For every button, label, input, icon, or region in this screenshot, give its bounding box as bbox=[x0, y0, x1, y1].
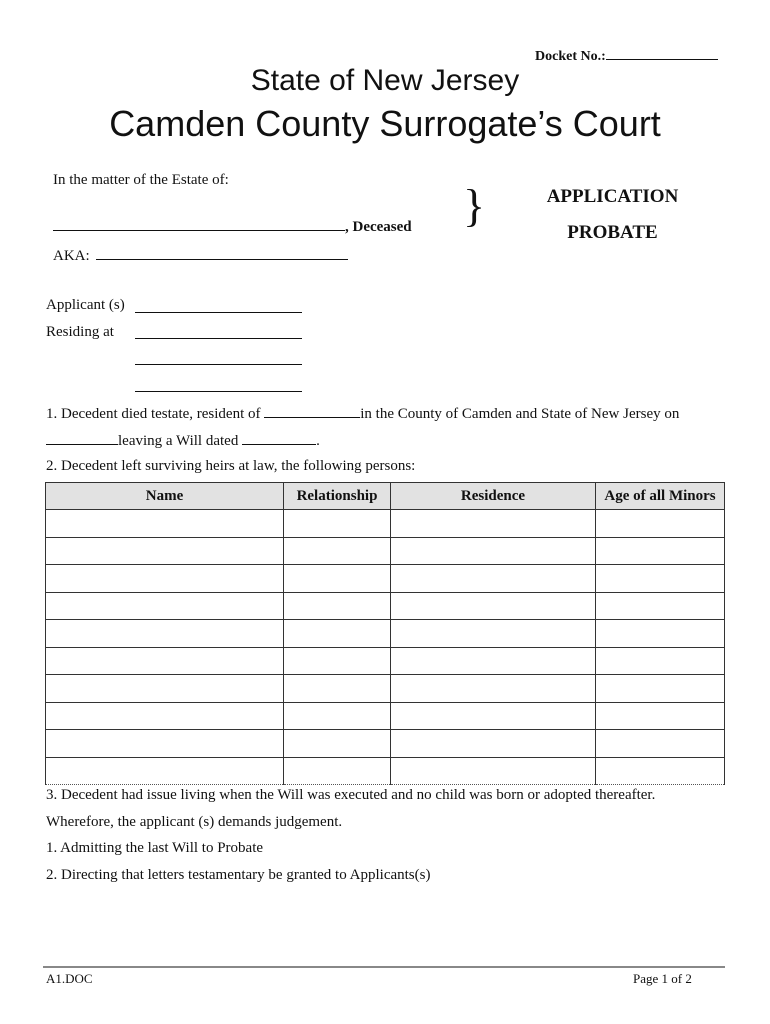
estate-matter-label: In the matter of the Estate of: bbox=[53, 172, 229, 188]
heir-relationship-cell[interactable] bbox=[284, 592, 391, 620]
aka-label: AKA: bbox=[53, 248, 90, 264]
heir-name-cell[interactable] bbox=[46, 537, 284, 565]
applicant-field[interactable] bbox=[135, 312, 302, 313]
paragraph-1-text-a: 1. Decedent died testate, resident of bbox=[46, 406, 265, 422]
heir-age-of-minors-cell[interactable] bbox=[596, 510, 725, 538]
docket-label: Docket No.: bbox=[535, 49, 606, 64]
brace-glyph: } bbox=[463, 180, 486, 231]
heir-age-of-minors-cell[interactable] bbox=[596, 537, 725, 565]
heir-age-of-minors-cell[interactable] bbox=[596, 620, 725, 648]
table-row bbox=[46, 647, 725, 675]
table-row bbox=[46, 620, 725, 648]
request-item-1: 1. Admitting the last Will to Probate bbox=[46, 840, 264, 856]
table-row bbox=[46, 730, 725, 758]
heir-residence-cell[interactable] bbox=[391, 757, 596, 785]
applicant-label: Applicant (s) bbox=[46, 297, 125, 313]
heir-residence-cell[interactable] bbox=[391, 537, 596, 565]
table-row bbox=[46, 592, 725, 620]
heirs-table bbox=[45, 482, 725, 785]
heir-relationship-cell[interactable] bbox=[284, 675, 391, 703]
footer-divider bbox=[43, 966, 725, 968]
application-subtitle: PROBATE bbox=[567, 222, 658, 243]
heir-residence-cell[interactable] bbox=[391, 620, 596, 648]
paragraph-1-line-2 bbox=[46, 431, 320, 450]
heir-relationship-cell[interactable] bbox=[284, 510, 391, 538]
residing-label: Residing at bbox=[46, 324, 114, 340]
aka-row bbox=[53, 245, 348, 265]
application-title: APPLICATION bbox=[546, 186, 679, 207]
heir-age-of-minors-cell[interactable] bbox=[596, 702, 725, 730]
heir-age-of-minors-cell[interactable] bbox=[596, 565, 725, 593]
heir-residence-cell[interactable] bbox=[391, 565, 596, 593]
paragraph-1-text-d: . bbox=[316, 433, 320, 449]
heir-relationship-cell[interactable] bbox=[284, 647, 391, 675]
column-header-name: Name bbox=[46, 483, 284, 510]
request-item-2: 2. Directing that letters testamentary be granted to Applicants(s) bbox=[46, 867, 431, 883]
heir-relationship-cell[interactable] bbox=[284, 620, 391, 648]
docket-number bbox=[535, 47, 718, 65]
heir-name-cell[interactable] bbox=[46, 565, 284, 593]
column-header-age-of-minors: Age of all Minors bbox=[596, 483, 725, 510]
heir-residence-cell[interactable] bbox=[391, 675, 596, 703]
table-row bbox=[46, 510, 725, 538]
table-row bbox=[46, 565, 725, 593]
heir-name-cell[interactable] bbox=[46, 757, 284, 785]
heir-name-cell[interactable] bbox=[46, 647, 284, 675]
heir-residence-cell[interactable] bbox=[391, 510, 596, 538]
court-title: Camden County Surrogate’s Court bbox=[109, 103, 661, 144]
paragraph-2: 2. Decedent left surviving heirs at law, the following persons: bbox=[46, 458, 416, 474]
wherefore-text: Wherefore, the applicant (s) demands judgement. bbox=[46, 814, 343, 830]
paragraph-1-line-1 bbox=[46, 404, 679, 423]
table-row bbox=[46, 757, 725, 785]
column-header-relationship: Relationship bbox=[284, 483, 391, 510]
heir-name-cell[interactable] bbox=[46, 592, 284, 620]
heir-age-of-minors-cell[interactable] bbox=[596, 647, 725, 675]
paragraph-3: 3. Decedent had issue living when the Will was executed and no child was born or adopted thereafter. bbox=[46, 787, 656, 803]
heir-name-cell[interactable] bbox=[46, 702, 284, 730]
heir-relationship-cell[interactable] bbox=[284, 537, 391, 565]
heir-name-cell[interactable] bbox=[46, 675, 284, 703]
will-date-field[interactable] bbox=[242, 431, 316, 445]
death-date-field[interactable] bbox=[46, 431, 118, 445]
heirs-table-header bbox=[46, 483, 725, 510]
deceased-name-field[interactable] bbox=[53, 216, 345, 231]
heir-relationship-cell[interactable] bbox=[284, 702, 391, 730]
deceased-row bbox=[53, 216, 412, 236]
heir-residence-cell[interactable] bbox=[391, 647, 596, 675]
column-header-residence: Residence bbox=[391, 483, 596, 510]
deceased-label: , Deceased bbox=[345, 219, 412, 235]
heir-relationship-cell[interactable] bbox=[284, 730, 391, 758]
heir-name-cell[interactable] bbox=[46, 510, 284, 538]
table-row bbox=[46, 702, 725, 730]
heir-residence-cell[interactable] bbox=[391, 702, 596, 730]
residence-field-line-1[interactable] bbox=[135, 338, 302, 339]
docket-field[interactable] bbox=[606, 47, 718, 60]
heir-relationship-cell[interactable] bbox=[284, 565, 391, 593]
paragraph-1-text-b: in the County of Camden and State of New Jersey on bbox=[360, 406, 680, 422]
residence-field-line-2[interactable] bbox=[135, 364, 302, 365]
heir-name-cell[interactable] bbox=[46, 620, 284, 648]
residence-field-line-3[interactable] bbox=[135, 391, 302, 392]
footer-doc-code: A1.DOC bbox=[46, 971, 93, 986]
heir-age-of-minors-cell[interactable] bbox=[596, 675, 725, 703]
heir-age-of-minors-cell[interactable] bbox=[596, 592, 725, 620]
heir-age-of-minors-cell[interactable] bbox=[596, 757, 725, 785]
table-row bbox=[46, 537, 725, 565]
state-title: State of New Jersey bbox=[250, 64, 520, 97]
resident-of-field[interactable] bbox=[264, 404, 360, 418]
footer-page-number: Page 1 of 2 bbox=[633, 971, 692, 986]
aka-field[interactable] bbox=[96, 245, 348, 260]
heir-age-of-minors-cell[interactable] bbox=[596, 730, 725, 758]
heir-residence-cell[interactable] bbox=[391, 592, 596, 620]
table-row bbox=[46, 675, 725, 703]
heir-name-cell[interactable] bbox=[46, 730, 284, 758]
heir-relationship-cell[interactable] bbox=[284, 757, 391, 785]
paragraph-1-text-c: leaving a Will dated bbox=[118, 433, 243, 449]
heir-residence-cell[interactable] bbox=[391, 730, 596, 758]
